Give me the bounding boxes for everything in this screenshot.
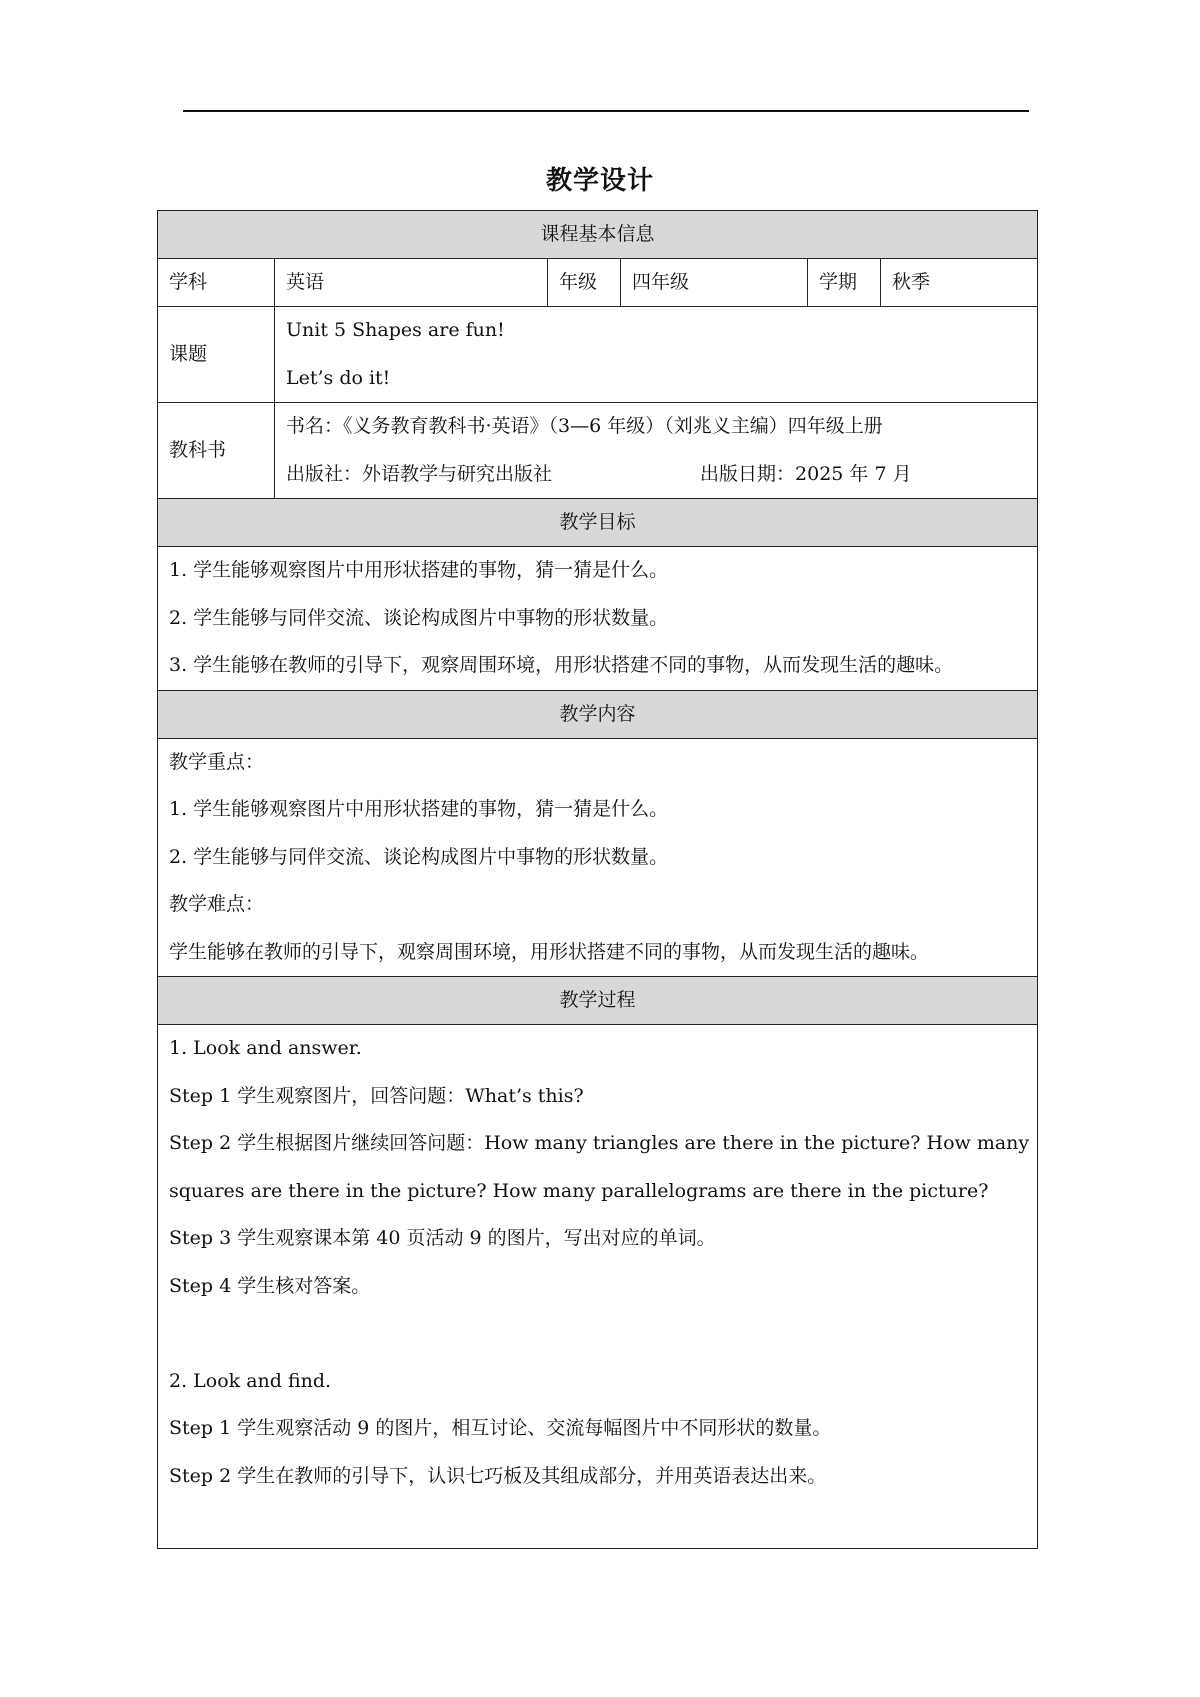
difficult-point-item: 学生能够在教师的引导下，观察周围环境，用形状搭建不同的事物，从而发现生活的趣味。 <box>169 940 930 963</box>
section-header-process <box>158 977 1038 1025</box>
process-step: Step 3 学生观察课本第 40 页活动 9 的图片，写出对应的单词。 <box>169 1227 716 1249</box>
process-part-title: 2. Look and find. <box>169 1369 332 1392</box>
subject-label: 学科 <box>158 259 275 307</box>
header-rule <box>183 110 1029 112</box>
topic-line: Let’s do it! <box>286 366 391 389</box>
objectives-row <box>158 547 1038 691</box>
textbook-value <box>275 403 1038 499</box>
objective-item: 2. 学生能够与同伴交流、谈论构成图片中事物的形状数量。 <box>169 606 669 629</box>
section-title: 课程基本信息 <box>158 211 1038 259</box>
process-step: Step 2 学生在教师的引导下，认识七巧板及其组成部分，并用英语表达出来。 <box>169 1464 827 1487</box>
content-list <box>158 738 1038 977</box>
publisher: 出版社：外语教学与研究出版社 <box>286 462 553 485</box>
section-header-basic-info <box>158 211 1038 259</box>
section-title: 教学目标 <box>158 499 1038 547</box>
key-point-item: 2. 学生能够与同伴交流、谈论构成图片中事物的形状数量。 <box>169 845 669 868</box>
process-step: Step 1 学生观察图片，回答问题：What’s this? <box>169 1084 584 1107</box>
objective-item: 3. 学生能够在教师的引导下，观察周围环境，用形状搭建不同的事物，从而发现生活的趣味。 <box>169 654 954 676</box>
grade-label: 年级 <box>548 259 621 307</box>
content-row <box>158 738 1038 977</box>
process-step: Step 4 学生核对答案。 <box>169 1274 371 1297</box>
topic-line: Unit 5 Shapes are fun! <box>286 319 505 341</box>
topic-row <box>158 307 1038 403</box>
document-title: 教学设计 <box>545 166 654 196</box>
objective-item: 1. 学生能够观察图片中用形状搭建的事物，猜一猜是什么。 <box>169 559 669 581</box>
blank-line <box>169 1310 1026 1358</box>
grade-value: 四年级 <box>621 259 808 307</box>
subject-value: 英语 <box>275 259 548 307</box>
topic-value <box>275 307 1038 403</box>
process-step: Step 2 学生根据图片继续回答问题：How many triangles are there in the picture? How many <box>169 1132 1030 1154</box>
publish-date: 出版日期：2025 年 7 月 <box>700 462 912 485</box>
basic-info-row <box>158 259 1038 307</box>
section-title: 教学内容 <box>158 690 1038 738</box>
difficult-points-label: 教学难点： <box>169 893 265 915</box>
term-value: 秋季 <box>881 259 1038 307</box>
section-header-objectives <box>158 499 1038 547</box>
lesson-plan-table <box>157 210 1038 1549</box>
section-title: 教学过程 <box>158 977 1038 1025</box>
objectives-list <box>158 547 1038 691</box>
topic-label: 课题 <box>158 307 275 403</box>
textbook-row <box>158 403 1038 499</box>
process-row <box>158 1025 1038 1549</box>
term-label: 学期 <box>808 259 881 307</box>
key-point-item: 1. 学生能够观察图片中用形状搭建的事物，猜一猜是什么。 <box>169 798 669 820</box>
key-points-label: 教学重点： <box>169 750 265 773</box>
textbook-label: 教科书 <box>158 403 275 499</box>
blank-line <box>169 1500 1026 1548</box>
section-header-content <box>158 690 1038 738</box>
process-step: squares are there in the picture? How many parallelograms are there in the picture? <box>169 1179 989 1202</box>
textbook-publisher-line <box>286 451 1026 499</box>
process-step: Step 1 学生观察活动 9 的图片，相互讨论、交流每幅图片中不同形状的数量。 <box>169 1417 832 1439</box>
textbook-name: 书名：《义务教育教科书·英语》（3—6 年级）（刘兆义主编）四年级上册 <box>286 415 883 437</box>
process-part-title: 1. Look and answer. <box>169 1037 362 1059</box>
process-list <box>158 1025 1038 1549</box>
